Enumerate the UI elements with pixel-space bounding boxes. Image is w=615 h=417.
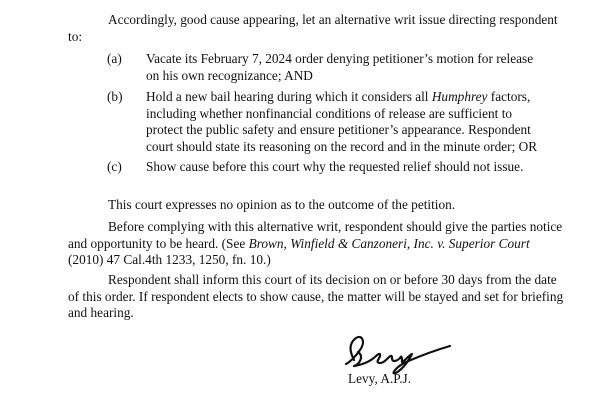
paragraph-notice	[68, 219, 568, 269]
list-text-a: Vacate its February 7, 2024 order denying petitioner’s motion for release on his own recognizance; AND	[146, 51, 534, 83]
paragraph-notice-part2: (2010) 47 Cal.4th 1233, 1250, fn. 10.)	[68, 252, 271, 268]
paragraph-no-opinion: This court expresses no opinion as to the outcome of the petition.	[108, 197, 456, 212]
list-marker-b: (b)	[107, 89, 123, 104]
list-text-b	[146, 89, 546, 155]
list-marker-a: (a)	[107, 51, 122, 66]
list-marker-c: (c)	[107, 159, 122, 174]
list-text-b-part1: Hold a new bail hearing during which it considers all	[146, 89, 432, 104]
paragraph-notice-part1: Before complying with this alternative writ, respondent should give the parties notice and opportunity to be heard. (See	[68, 219, 563, 251]
case-name-humphrey: Humphrey	[431, 89, 488, 104]
paragraph-writ-directive: Accordingly, good cause appearing, let an alternative writ issue directing respondent to:	[68, 12, 558, 44]
list-text-b-part2: factors, including whether nonfinancial conditions of release are sufficient to protect the public safety and ensure petitioner’s appearance. Respondent court should state its reasoning on the record and in the minute order; OR	[146, 89, 538, 154]
handwritten-signature	[336, 330, 456, 374]
paragraph-respondent-inform: Respondent shall inform this court of its decision on or before 30 days from the date of this order. If respondent elects to show cause, the matter will be stayed and set for briefing and hearing.	[68, 272, 564, 321]
signer-name: Levy, A.P.J.	[348, 371, 412, 386]
list-text-c: Show cause before this court why the requested relief should not issue.	[146, 159, 524, 174]
case-citation-brown: Brown, Winfield & Canzoneri, Inc. v. Superior Court	[248, 235, 530, 251]
